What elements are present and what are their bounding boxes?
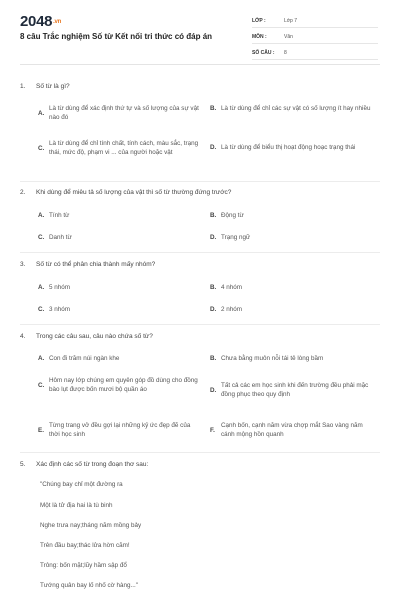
option-c[interactable] [38,376,199,394]
option-text: Trạng ngữ [221,234,251,241]
option-letter: A. [38,212,45,219]
question-number: 2. [20,189,26,196]
option-letter: D. [210,306,217,313]
meta-value: Lớp 7 [284,18,298,24]
meta-label: LỚP : [252,18,266,24]
option-c[interactable] [38,139,199,157]
question-text: Khi dùng để miêu tả số lượng của vật thì số từ thường đứng trước? [36,189,232,196]
question-number: 4. [20,333,26,340]
poem-line: Trên đầu bay;thác lửa hờn căm! [40,542,130,549]
question-stem [20,82,380,91]
meta-row-count [252,47,378,60]
meta-label: SỐ CÂU : [252,50,275,56]
option-letter: A. [38,355,45,362]
question-2 [20,188,380,197]
option-text: 4 nhóm [221,284,243,291]
question-number: 1. [20,83,26,90]
question-stem [20,460,380,469]
question-number: 5. [20,461,26,468]
option-letter: B. [210,212,217,219]
question-text: Số từ là gì? [36,83,70,90]
option-text: 2 nhóm [221,306,243,313]
option-a[interactable] [38,283,199,292]
option-text: Chưa bằng muôn nỗi tái tê lòng bầm [221,355,324,362]
option-e[interactable] [38,421,199,439]
option-letter: A. [38,109,45,117]
question-divider [20,252,380,253]
poem-line: "Chúng bay chỉ một đường ra [40,481,123,488]
option-a[interactable] [38,354,199,363]
option-text: 5 nhóm [49,284,71,291]
question-stem [20,188,380,197]
option-d[interactable] [210,305,371,314]
header-divider [20,64,380,65]
option-a[interactable] [38,211,199,220]
worksheet-header [0,0,400,66]
question-divider [20,452,380,453]
option-d[interactable] [210,381,371,399]
logo-tld: .vn [53,19,61,26]
poem-line: Tướng quân bay lố nhố cờ hàng..." [40,582,139,589]
option-letter: C. [38,381,45,389]
option-text: Từng trang vở đều gợi lại những kỷ ức đẹp đẽ của thời học sinh [49,422,191,438]
option-text: Cạnh bốn, cạnh năm vừa chợp mắt Sao vàng năm cánh mộng hồn quanh [221,422,363,438]
option-text: Là từ dùng để chỉ tính chất, tính cách, màu sắc, trạng thái, mức độ, phạm vi ... của người hoặc vật [49,140,199,156]
option-text: Con đi trăm núi ngàn khe [49,355,120,362]
page-title: 8 câu Trắc nghiệm Số từ Kết nối tri thức có đáp án [20,32,213,41]
question-text: Số từ có thể phân chia thành mấy nhóm? [36,261,156,268]
poem-line: Trông: bốn mặt;lũy hầm sập đổ [40,562,127,569]
question-stem [20,332,380,341]
question-4 [20,332,380,341]
option-text: Là từ dùng để chỉ các sự vật có số lượng ít hay nhiều [221,105,371,112]
option-letter: D. [210,144,217,151]
poem-line: Một là tử địa hai là tù binh [40,502,113,509]
option-text: 3 nhóm [49,306,71,313]
option-a[interactable] [38,104,199,122]
option-text: Tính từ [49,212,70,219]
option-letter: C. [38,234,45,241]
option-d[interactable] [210,233,371,242]
question-text: Xác định các số từ trong đoạn thơ sau: [36,461,149,468]
site-logo[interactable] [20,13,61,30]
option-f[interactable] [210,421,371,439]
poem-line: Nghe trưa nay;tháng năm mồng bảy [40,522,142,529]
question-3 [20,260,380,269]
question-number: 3. [20,261,26,268]
question-5 [20,460,380,469]
logo-main: 2048 [20,13,53,30]
option-letter: B. [210,284,217,291]
option-letter: A. [38,284,45,291]
option-letter: F. [210,426,215,434]
option-text: Hôm nay lớp chúng em quyên góp đồ dùng cho đồng bào lụt được bốn mươi bộ quần áo [49,377,198,393]
option-b[interactable] [210,104,371,113]
option-text: Danh từ [49,234,72,241]
option-letter: C. [38,306,45,313]
question-stem [20,260,380,269]
option-letter: D. [210,386,217,394]
meta-value: Văn [284,34,293,40]
option-c[interactable] [38,233,199,242]
option-text: Động từ [221,212,244,219]
option-letter: B. [210,355,217,362]
option-text: Là từ dùng để xác định thứ tự và số lượng của sự vật nào đó [49,105,199,121]
question-1 [20,82,380,91]
meta-label: MÔN : [252,34,267,40]
option-c[interactable] [38,305,199,314]
option-letter: C. [38,144,45,152]
option-b[interactable] [210,211,371,220]
meta-row-class [252,15,378,28]
question-divider [20,181,380,182]
option-b[interactable] [210,354,371,363]
option-text: Là từ dùng để biểu thị hoạt động hoạc trạng thái [221,144,356,151]
meta-row-subject [252,31,378,44]
option-d[interactable] [210,143,371,152]
question-divider [20,324,380,325]
option-letter: D. [210,234,217,241]
option-letter: E. [38,426,44,434]
question-text: Trong các câu sau, câu nào chứa số từ? [36,333,153,340]
option-b[interactable] [210,283,371,292]
meta-box [252,15,378,63]
option-letter: B. [210,105,217,112]
meta-value: 8 [284,50,287,56]
option-text: Tất cả các em học sinh khi đến trường đều phải mặc đồng phục theo quy định [221,382,369,398]
